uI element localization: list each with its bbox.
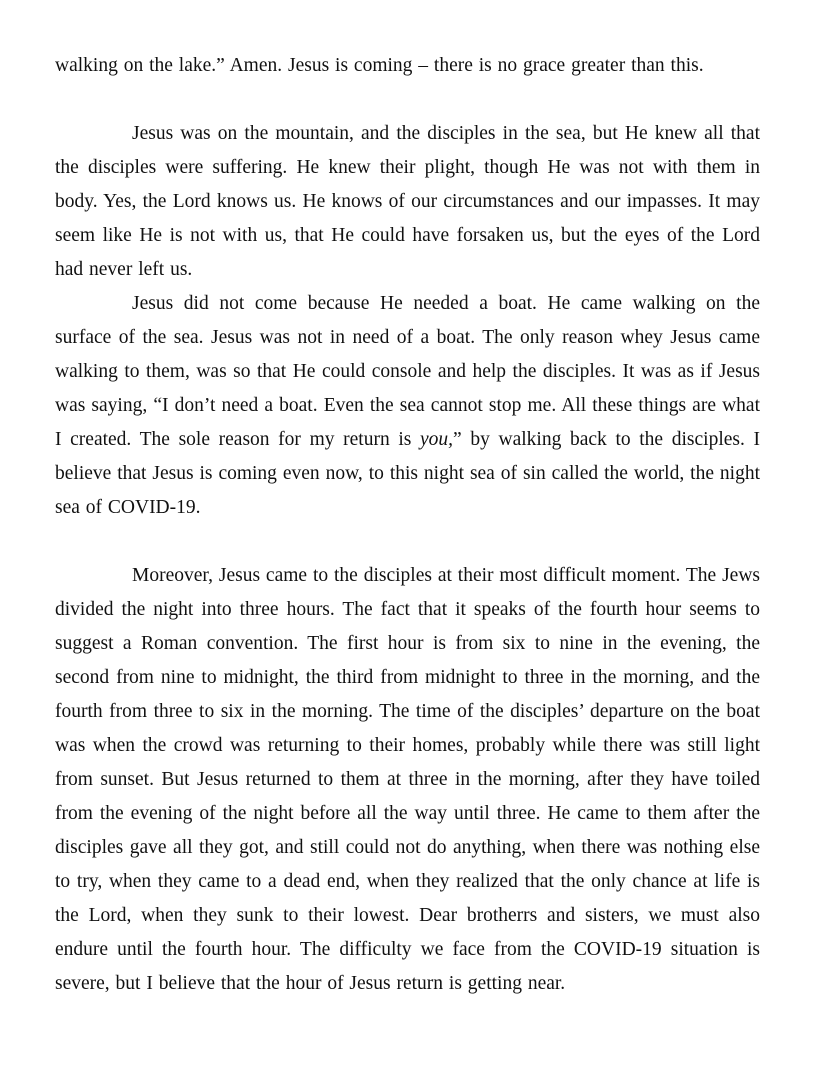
paragraph-continued: walking on the lake.” Amen. Jesus is coming – there is no grace greater than this. bbox=[55, 55, 704, 76]
paragraph-fourth-hour: Moreover, Jesus came to the disciples at their most difficult moment. The Jews divided the night into three hours. The fact that it speaks of the fourth hour seems to suggest a Roman convention. The first hour is from six to nine in the evening, the second from nine to midnight, the third from midnight to three in the morning, and the fourth from three to six in the morning. The time of the disciples’ departure on the boat was when the crowd was returning to their homes, probably while there was still light from sunset. But Jesus returned to them at three in the morning, after they have toiled from the evening of the night before all the way until three. He came to them after the disciples gave all they got, and still could not do anything, when there was nothing else to try, when they came to a dead end, when they realized that the only chance at life is the Lord, when they sunk to their lowest. Dear brotherrs and sisters, we must also endure until the fourth hour. The difficulty we face from the COVID-19 situation is severe, but I believe that the hour of Jesus return is getting near. bbox=[55, 565, 760, 994]
paragraph-gap bbox=[55, 525, 760, 559]
document-page bbox=[55, 49, 760, 1001]
italic-emphasis: you, bbox=[420, 429, 454, 450]
paragraph-text-before-italic: Jesus did not come because He needed a boat. He came walking on the surface of the sea. Jesus was not in need of a boat. The only reason whey Jesus came walking to them, was so that He could console and help the disciples. It was as if Jesus was saying, “I don’t need a boat. Even the sea cannot stop me. All these things are what I created. The sole reason for my return is bbox=[55, 293, 760, 450]
paragraph-lord-knows: Jesus was on the mountain, and the disciples in the sea, but He knew all that the disciples were suffering. He knew their plight, though He was not with them in body. Yes, the Lord knows us. He knows of our circumstances and our impasses. It may seem like He is not with us, that He could have forsaken us, but the eyes of the Lord had never left us. bbox=[55, 123, 760, 280]
paragraph-walking-on-sea bbox=[55, 287, 760, 525]
paragraph-text-after-italic: ” by walking back to the disciples. I believe that Jesus is coming even now, to this night sea of sin called the world, the night sea of COVID-19. bbox=[55, 429, 761, 518]
paragraph-gap bbox=[55, 83, 760, 117]
